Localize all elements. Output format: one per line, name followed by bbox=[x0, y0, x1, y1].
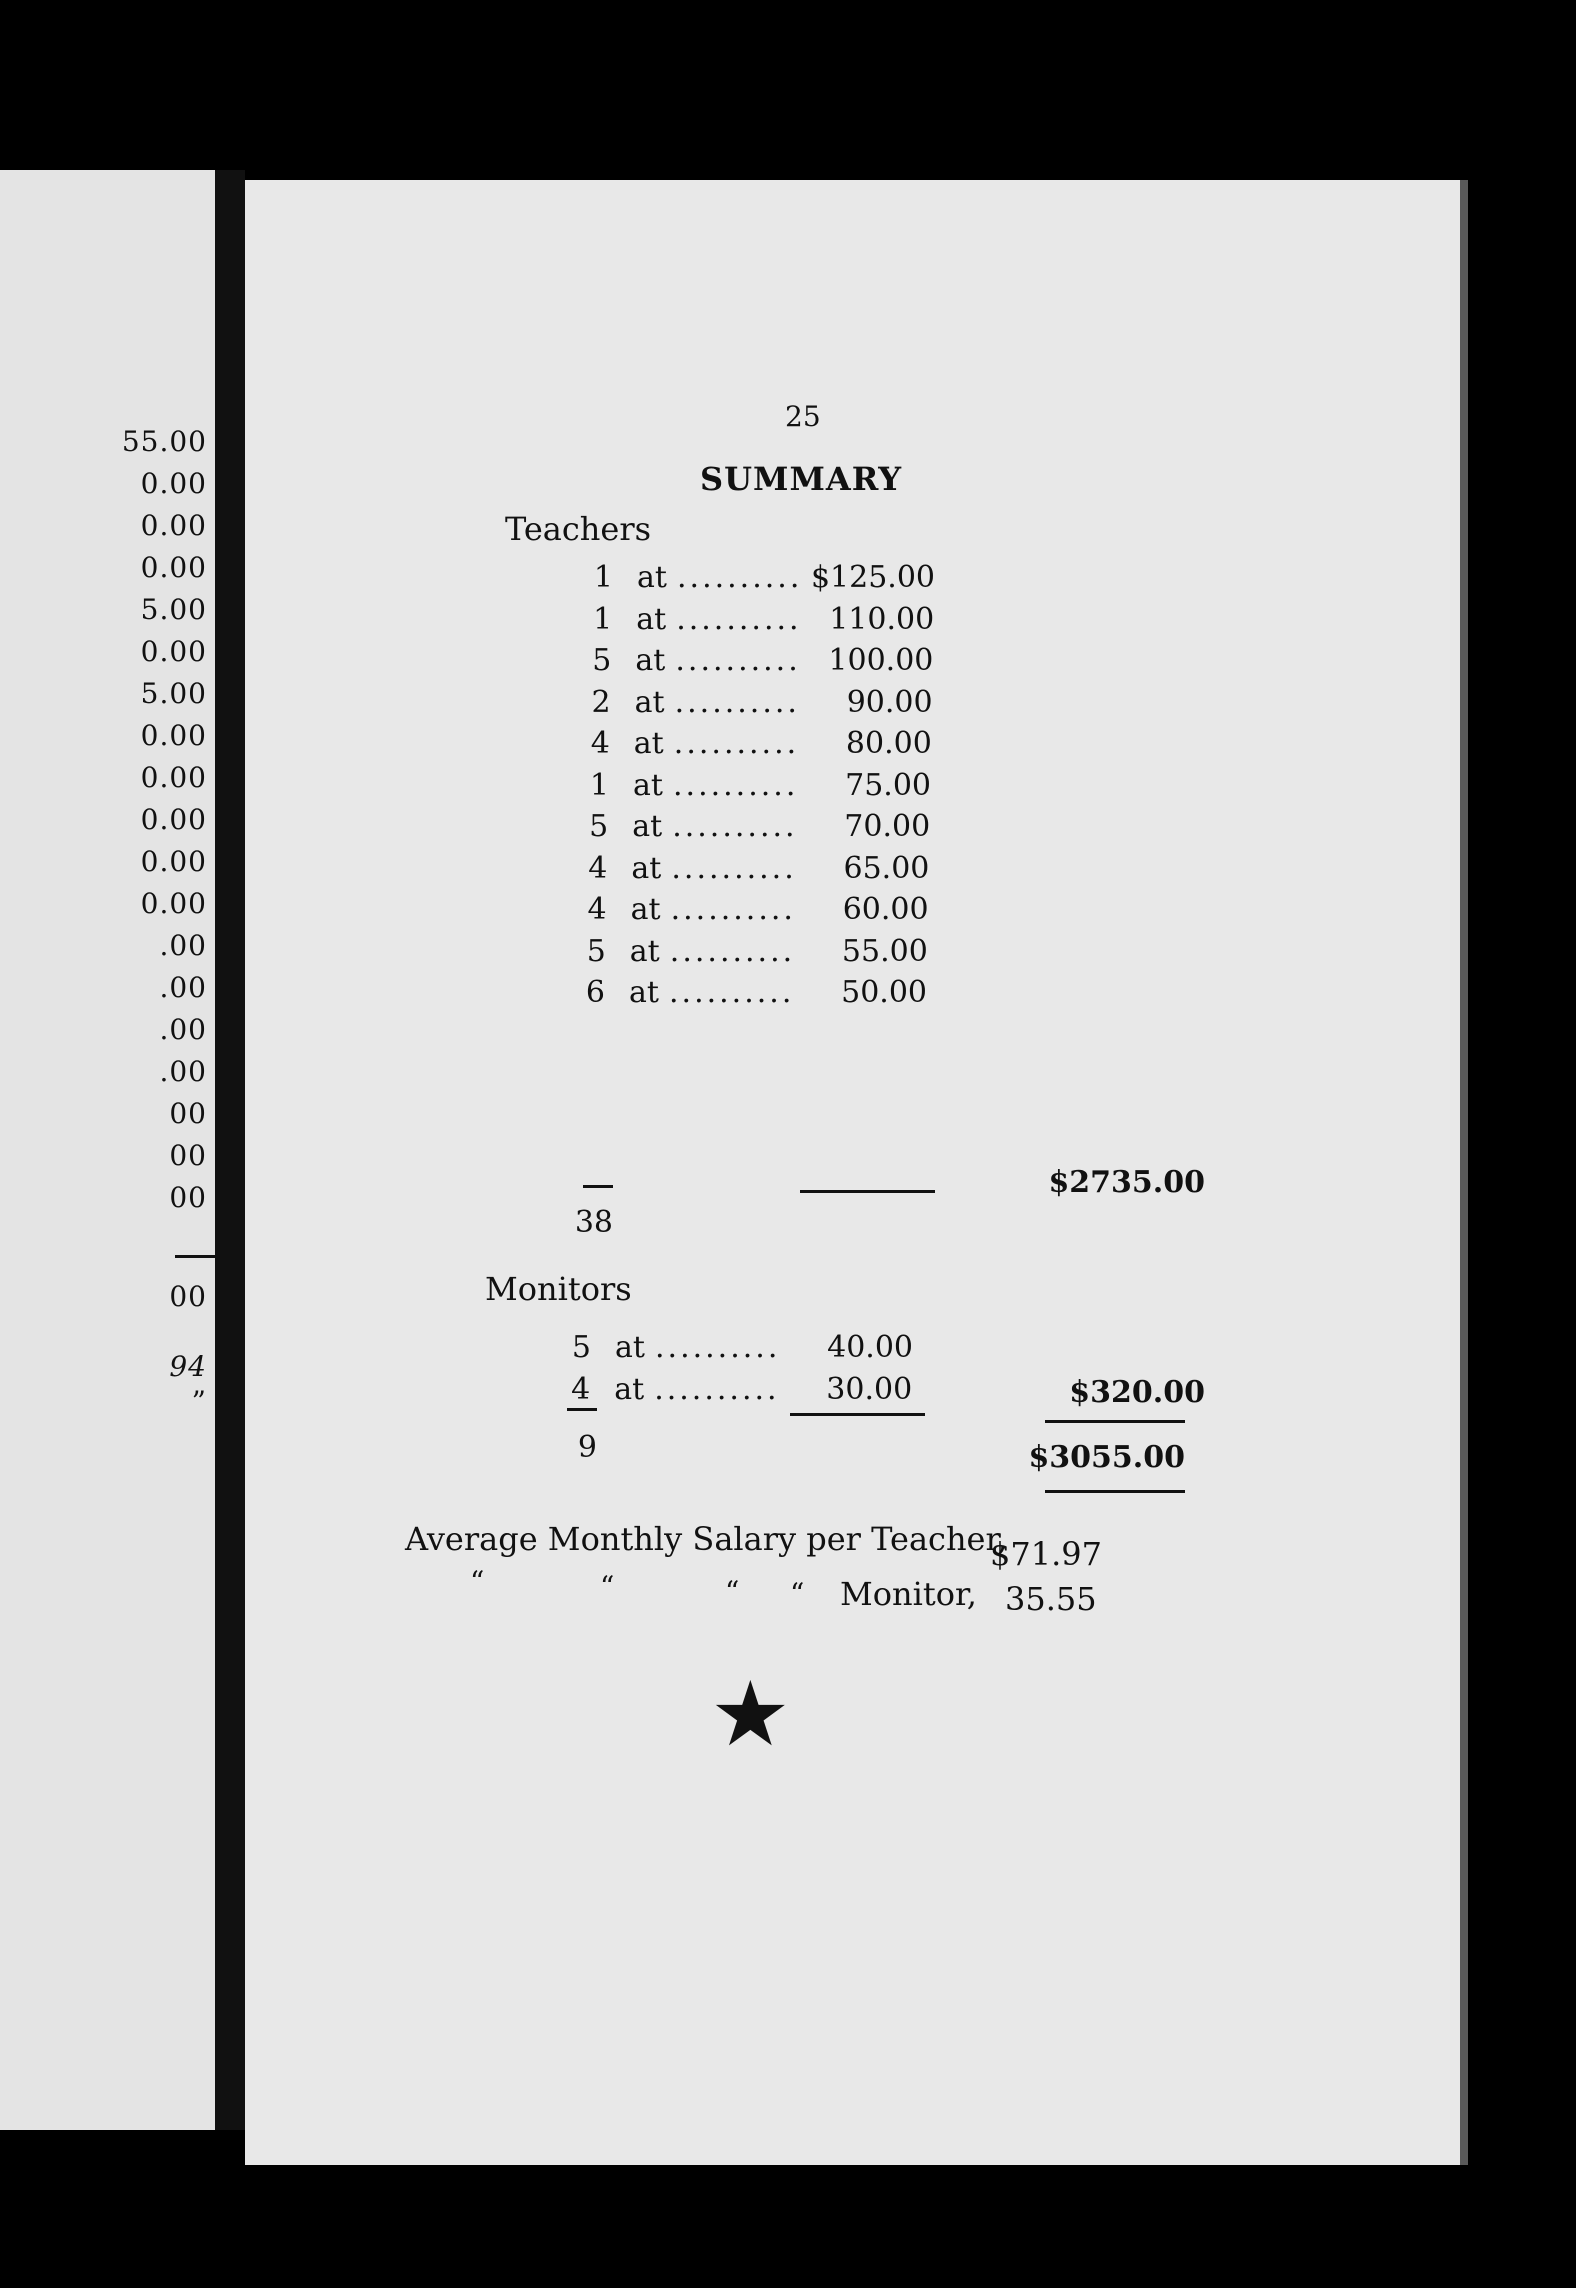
document-page bbox=[245, 180, 1468, 2165]
row-at-label: at bbox=[633, 767, 663, 803]
left-page-amount: 0.00 bbox=[140, 509, 207, 542]
subtotal-rule bbox=[1045, 1420, 1185, 1423]
row-amount: 75.00 bbox=[845, 767, 931, 803]
row-amount: 40.00 bbox=[827, 1330, 913, 1365]
row-amount: 90.00 bbox=[846, 684, 933, 720]
row-at-label: at bbox=[629, 933, 660, 969]
row-dot-leader: .......... bbox=[654, 1371, 780, 1407]
left-page-amount: .00 bbox=[159, 929, 207, 962]
page-title: SUMMARY bbox=[700, 460, 903, 498]
left-page-amount: 00 bbox=[169, 1181, 207, 1214]
grand-total: $3055.00 bbox=[1028, 1440, 1185, 1475]
row-at-label: at bbox=[630, 892, 661, 927]
left-page-ditto: ” bbox=[191, 1385, 207, 1418]
row-dot-leader: .......... bbox=[669, 975, 795, 1010]
row-count: 4 bbox=[587, 892, 607, 927]
row-at-label: at bbox=[615, 1330, 645, 1365]
row-count: 5 bbox=[592, 643, 612, 678]
ditto-mark: “ bbox=[600, 1570, 615, 1603]
left-page-amount: 55.00 bbox=[121, 425, 207, 458]
left-page-rule bbox=[175, 1255, 215, 1258]
row-at-label: at bbox=[632, 809, 663, 844]
row-dot-leader: .......... bbox=[674, 684, 800, 720]
average-teacher-label: Average Monthly Salary per Teacher, bbox=[405, 1520, 1008, 1558]
row-count: 5 bbox=[589, 809, 609, 844]
row-amount: 110.00 bbox=[829, 601, 935, 637]
row-at-label: at bbox=[634, 684, 665, 720]
left-page-total: 00 bbox=[169, 1280, 207, 1313]
left-page-amount: 00 bbox=[169, 1097, 207, 1130]
left-page-amount: .00 bbox=[159, 1013, 207, 1046]
left-page-amount: 0.00 bbox=[140, 845, 207, 878]
row-count: 5 bbox=[586, 933, 606, 969]
left-page-amount: 0.00 bbox=[140, 635, 207, 668]
monitors-heading: Monitors bbox=[485, 1270, 632, 1308]
left-page-amount: .00 bbox=[159, 1055, 207, 1088]
row-dot-leader: .......... bbox=[655, 1330, 781, 1365]
average-monitor-label: Monitor, bbox=[840, 1575, 977, 1613]
row-dot-leader: .......... bbox=[670, 892, 796, 927]
row-at-label: at bbox=[633, 726, 664, 761]
row-dot-leader: .......... bbox=[673, 767, 799, 803]
teachers-subtotal: $2735.00 bbox=[1048, 1165, 1205, 1200]
row-at-label: at bbox=[635, 643, 666, 678]
star-ornament-icon: ★ bbox=[710, 1662, 791, 1767]
left-page-amount: 00 bbox=[169, 1139, 207, 1172]
row-at-label: at bbox=[631, 850, 662, 886]
average-teacher-value: $71.97 bbox=[990, 1535, 1102, 1573]
left-page-fragment bbox=[0, 170, 221, 2130]
average-monitor-value: 35.55 bbox=[1005, 1580, 1097, 1618]
row-dot-leader: .......... bbox=[677, 560, 803, 595]
left-page-amount: 0.00 bbox=[140, 467, 207, 500]
left-page-amount: 5.00 bbox=[140, 593, 207, 626]
row-dot-leader: .......... bbox=[671, 850, 797, 886]
monitors-subtotal: $320.00 bbox=[1069, 1375, 1205, 1410]
row-count: 4 bbox=[590, 726, 610, 761]
row-amount: $125.00 bbox=[810, 560, 935, 595]
row-amount: 30.00 bbox=[826, 1371, 913, 1407]
row-dot-leader: .......... bbox=[675, 643, 801, 678]
left-page-amount: 0.00 bbox=[140, 803, 207, 836]
row-amount: 65.00 bbox=[843, 850, 930, 886]
row-count: 2 bbox=[591, 684, 611, 720]
book-gutter bbox=[215, 170, 245, 2130]
row-at-label: at bbox=[629, 975, 659, 1010]
left-page-amount: 0.00 bbox=[140, 551, 207, 584]
monitors-count-total: 9 bbox=[577, 1430, 597, 1465]
count-rule bbox=[583, 1185, 613, 1188]
ditto-mark: “ bbox=[790, 1577, 805, 1610]
row-count: 6 bbox=[585, 975, 605, 1010]
row-at-label: at bbox=[636, 601, 667, 637]
row-amount: 70.00 bbox=[844, 809, 931, 844]
row-amount: 60.00 bbox=[842, 892, 929, 927]
left-page-amount: 0.00 bbox=[140, 887, 207, 920]
row-amount: 55.00 bbox=[841, 933, 928, 969]
ditto-mark: “ bbox=[470, 1565, 485, 1598]
left-page-amount: 5.00 bbox=[140, 677, 207, 710]
row-dot-leader: .......... bbox=[673, 726, 800, 761]
teachers-heading: Teachers bbox=[505, 510, 652, 548]
ditto-mark: “ bbox=[725, 1575, 740, 1608]
left-page-amount: 0.00 bbox=[140, 719, 207, 752]
left-page-amount: .00 bbox=[159, 971, 207, 1004]
left-page-amount: 0.00 bbox=[140, 761, 207, 794]
row-count: 4 bbox=[588, 850, 608, 886]
row-dot-leader: .......... bbox=[669, 933, 796, 969]
row-count: 1 bbox=[589, 767, 609, 803]
amount-rule bbox=[800, 1190, 935, 1193]
page-number: 25 bbox=[785, 400, 821, 433]
row-count: 1 bbox=[593, 560, 613, 595]
row-amount: 100.00 bbox=[828, 643, 934, 678]
left-page-note: 94 bbox=[169, 1350, 207, 1383]
row-count: 5 bbox=[571, 1330, 591, 1365]
teachers-count-total: 38 bbox=[574, 1205, 613, 1240]
amount-rule bbox=[790, 1413, 925, 1416]
row-count: 1 bbox=[593, 601, 613, 637]
row-amount: 50.00 bbox=[841, 975, 927, 1010]
row-amount: 80.00 bbox=[845, 726, 932, 761]
row-dot-leader: .......... bbox=[676, 601, 802, 637]
grand-total-rule bbox=[1045, 1490, 1185, 1493]
row-count: 4 bbox=[571, 1371, 591, 1407]
row-at-label: at bbox=[637, 560, 667, 595]
count-rule bbox=[567, 1408, 597, 1411]
row-at-label: at bbox=[614, 1371, 645, 1407]
row-dot-leader: .......... bbox=[672, 809, 798, 844]
